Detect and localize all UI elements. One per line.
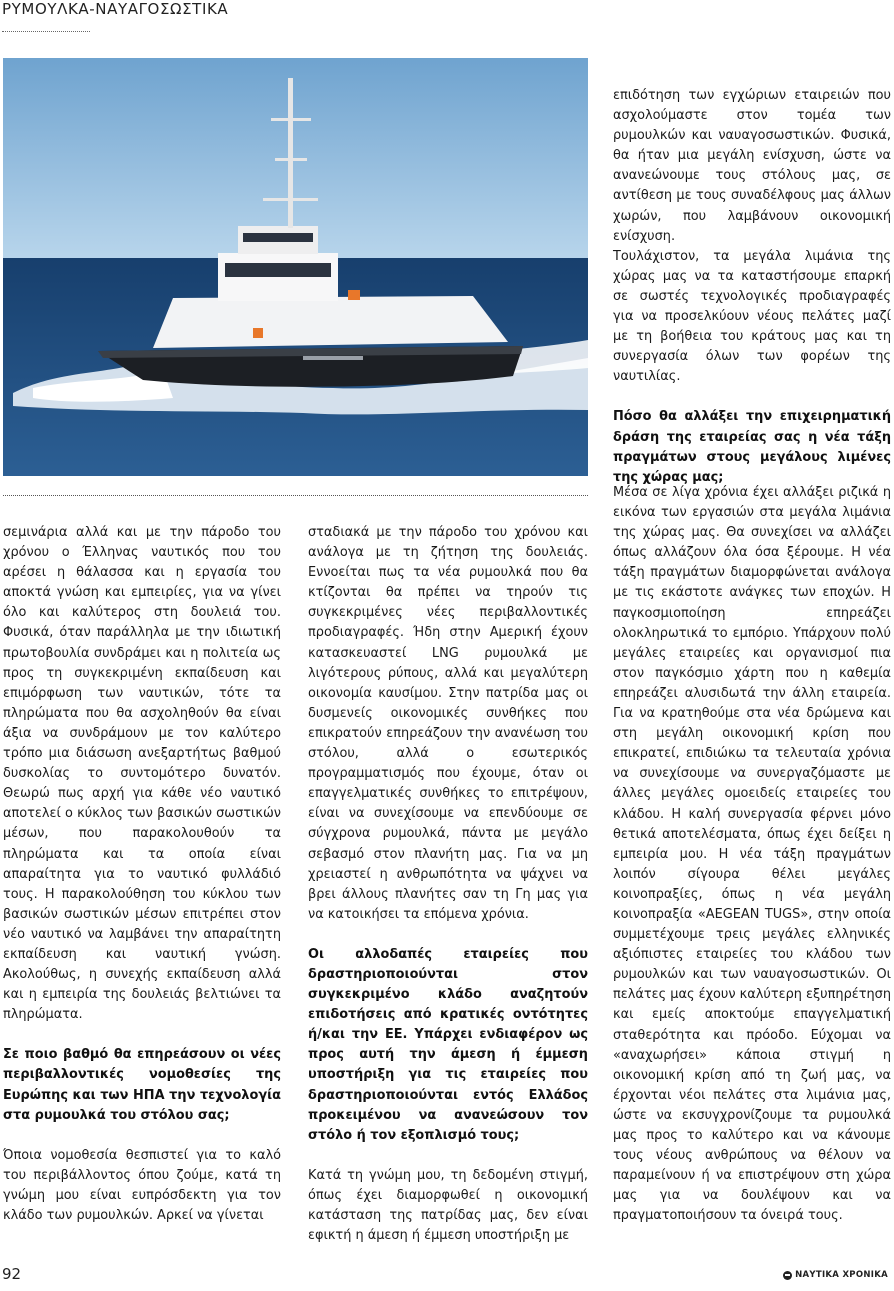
section-title: ΡΥΜΟΥΛΚΑ-ΝΑΥΑΓΟΣΩΣΤΙΚΑ (2, 0, 229, 18)
interview-question: Οι αλλοδαπές εταιρείες που δραστηριοποιούνται στον συγκεκριμένο κλάδο αναζητούν επιδοτήσεις από κρατικές οντότητες ή/και την ΕΕ. Υπάρχει ενδιαφέρον ως προς αυτή την άμεση ή έμμεση υποστήριξη για τις εταιρείες που δραστηριοποιούνται εντός Ελλάδος προκειμένου να ανανεώσουν τον στόλο ή τον εξοπλισμό τους; (308, 946, 588, 1143)
deck-house (153, 296, 508, 348)
magazine-brand (783, 1270, 888, 1280)
brand-name: ΝΑΥΤΙΚΑ ΧΡΟΝΙΚΑ (795, 1270, 888, 1280)
column-3-bottom (613, 483, 891, 1226)
paragraph: επιδότηση των εγχώριων εταιρειών που ασχολούμαστε στον τομέα των ρυμουλκών και ναυαγοσωστικών. Φυσικά, θα ήταν μια μεγάλη ενίσχυση, ώστε να ανανεώνουμε τους στόλους μας, σε αντίθεση με τους συναδέλφους μας άλλων χωρών, που λαμβάνουν οικονομική ενίσχυση. (613, 88, 891, 244)
life-ring (348, 290, 360, 300)
mast (288, 78, 293, 228)
paragraph: Κατά τη γνώμη μου, τη δεδομένη στιγμή, όπως έχει διαμορφωθεί η οικονομική κατάσταση της πατρίδας μας, δεν είναι εφικτή η άμεση ή έμμεση υποστήριξη με (308, 1167, 588, 1244)
life-raft (253, 328, 263, 338)
interview-question: Πόσο θα αλλάξει την επιχειρηματική δράση της εταιρείας σας η νέα τάξη πραγμάτων στους μεγάλους λιμένες της χώρας μας; (613, 409, 891, 485)
paragraph: Όποια νομοθεσία θεσπιστεί για το καλό του περιβάλλοντος όπου ζούμε, κατά τη γνώμη μου είναι ευπρόσδεκτη για τον κλάδο των ρυμουλκών. Αρκεί να γίνεται (3, 1147, 281, 1223)
mast-yard-1 (271, 118, 311, 121)
mast-yard-2 (275, 158, 307, 161)
paragraph: Τουλάχιστον, τα μεγάλα λιμάνια της χώρας μας να τα καταστήσουμε επαρκή σε σωστές τεχνολογικές προδιαγραφές για να προσελκύουν νέους πελάτες μαζί με τη βοήθεια του κράτους μας και τη συνεργασία όλων των φορέων της ναυτιλίας. (613, 248, 891, 385)
paragraph: σεμινάρια αλλά και με την πάροδο του χρόνου ο Έλληνας ναυτικός που του αρέσει η θάλασσα και η εργασία του αποκτά γνώση και εμπειρίες, για να γίνει όλο και καλύτερος στη δουλειά του. Φυσικά, όταν παράλληλα με την ιδιωτική πρωτοβουλία συνδράμει και η πολιτεία ως προς τη συγκεκριμένη εκπαίδευση και επιμόρφωση των ναυτικών, τότε τα πληρώματα που θα ασχοληθούν θα είναι άξια να συνδράμουν με τον καλύτερο τρόπο μια διάσωση ανεξαρτήτως βαθμού δυσκολίας το συντομότερο δυνατόν. Θεωρώ πως αρχή για κάθε νέο ναυτικό αποτελεί ο κύκλος των βασικών σωστικών μέσων, που παρακολουθούν τα πληρώματα και τα οποία είναι απαραίτητα για το ναυτικό φυλλάδιό τους. Η παρακολούθηση του κύκλου των βασικών σωστικών μέσων επιτρέπει στον νέο ναυτικό να λαμβάνει την απαραίτητη εκπαίδευση και ναυτική γνώση. Ακολούθως, η συνεχής εκπαίδευση αλλά και η εμπειρία της δουλειάς βελτιώνει τα πληρώματα. (3, 525, 281, 1023)
interview-question: Σε ποιο βαθμό θα επηρεάσουν οι νέες περιβαλλοντικές νομοθεσίες της Ευρώπης και των ΗΠΑ την τεχνολογία στα ρυμουλκά του στόλου σας; (3, 1047, 281, 1123)
column-2 (308, 523, 588, 1246)
title-divider (2, 31, 90, 32)
upper-windows (243, 233, 313, 242)
paragraph: σταδιακά με την πάροδο του χρόνου και ανάλογα με τη ζήτηση της δουλειάς. Εννοείται πως τα νέα ρυμουλκά που θα κτίζονται θα πρέπει να τηρούν τις συγκεκριμένες νέες περιβαλλοντικές προδιαγραφές. Ήδη στην Αμερική έχουν κατασκευαστεί LNG ρυμουλκά με λιγότερους ρύπους, αλλά και μεγαλύτερη οικονομία καυσίμου. Στην πατρίδα μας οι δυσμενείς οικονομικές συνθήκες που επικρατούν επηρεάζουν την ανανέωση του στόλου, αλλά ο εσωτερικός προγραμματισμός που έχουμε, όταν οι επαγγελματικές συνθήκες το επιτρέψουν, είναι να συνεχίσουμε να επενδύουμε σε σύγχρονα ρυμουλκά, πάντα με μεγάλο σεβασμό στον πλανήτη μας. Για να μη χρειαστεί η ανθρωπότητα να ψάχνει να βρει άλλους πλανήτες σαν τη Γη μας για να κατοικήσει τα επόμενα χρόνια. (308, 525, 588, 922)
column-1 (3, 523, 281, 1226)
column-3-top (613, 86, 891, 488)
photo-divider (3, 495, 588, 496)
hull-name-plate (303, 356, 363, 360)
page-number: 92 (2, 1265, 22, 1283)
paragraph: Μέσα σε λίγα χρόνια έχει αλλάξει ριζικά η εικόνα των εργασιών στα μεγάλα λιμάνια της χώρας μας. Θα συνεχίσει να αλλάζει όπως αλλάζουν όλα όσα ξέρουμε. Η νέα τάξη πραγμάτων διαμορφώνεται ανάλογα με τις εκάστοτε ανάγκες των εποχών. Η παγκοσμιοποίηση επηρεάζει ολοκληρωτικά το εμπόριο. Υπάρχουν πολύ μεγάλες εταιρείες και οργανισμοί πια στον παγκόσμιο χάρτη που η καθεμία επηρεάζει αλυσιδωτά την άλλη εταιρεία. Για να κρατηθούμε στα νέα δρώμενα και στη μεγάλη οικονομική κρίση που επικρατεί, επιδιώκω τα τελευταία χρόνια να συνεχίσουμε να συνεργαζόμαστε με άλλες μεγάλες ομοειδείς εταιρείες του κλάδου. Η καλή συνεργασία φέρνει μόνο θετικά αποτελέσματα, όπως έχει δείξει η εμπειρία μου. Η νέα τάξη πραγμάτων λοιπόν σίγουρα θέλει μεγάλες κοινοπραξίες, όπως η νέα μεγάλη κοινοπραξία «AEGEAN TUGS», στην οποία συμμετέχουμε τρεις μεγάλες ελληνικές αξιόπιστες εταιρείες του κλάδου των ρυμουλκών και των ναυαγοσωστικών. Οι πελάτες μας έχουν καλύτερη εξυπηρέτηση και εμείς αποκτούμε επαγγελματική σταθερότητα και πρόοδο. Εύχομαι να «αναχωρήσει» κάποια στιγμή η οικονομική κρίση από τη ζωή μας, να έρχονται νέοι πελάτες στα λιμάνια μας, ώστε να εκσυγχρονίζουμε τα ρυμουλκά μας προς το καλύτερο και να κάνουμε τους νέους ανθρώπους να θέλουν να παραμείνουν ή να επιστρέψουν στη χώρα μας για να δουλέψουν και να πραγματοποιήσουν τα όνειρά τους. (613, 485, 891, 1224)
tugboat-photo (3, 58, 588, 476)
brand-logo-icon (783, 1271, 792, 1280)
bridge-windows (225, 263, 331, 277)
mast-yard-3 (263, 198, 318, 201)
